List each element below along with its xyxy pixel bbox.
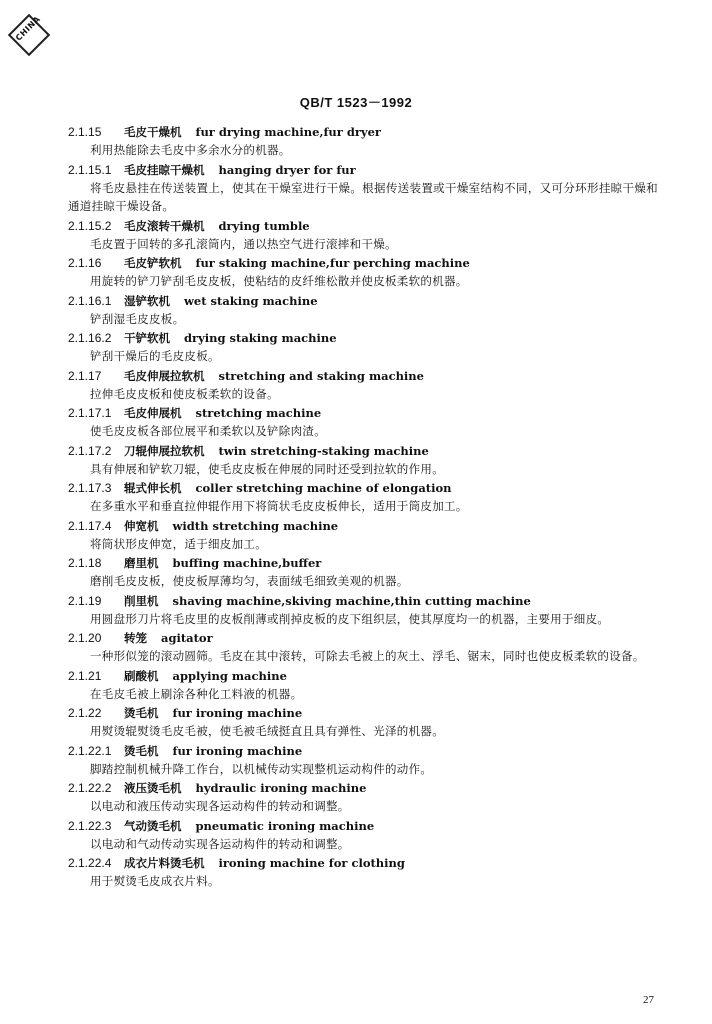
term-heading	[68, 630, 658, 647]
term-entry	[68, 780, 658, 816]
term-entry	[68, 443, 658, 479]
term-heading	[68, 330, 658, 347]
term-number: 2.1.17.1	[68, 406, 112, 420]
term-number: 2.1.22.3	[68, 818, 112, 833]
term-definition: 拉伸毛皮皮板和使皮板柔软的设备。	[90, 386, 279, 401]
term-definition: 利用热能除去毛皮中多余水分的机器。	[90, 143, 291, 157]
china-stamp	[6, 10, 50, 54]
term-entry	[68, 668, 658, 704]
term-english: drying staking machine	[184, 331, 337, 345]
standard-code: QB/T 1523－1992	[299, 95, 413, 110]
term-definition: 使毛皮皮板各部位展平和柔软以及铲除肉渣。	[90, 424, 326, 438]
term-chinese: 毛皮挂晾干燥机	[124, 162, 205, 177]
term-heading	[68, 368, 658, 385]
term-definition: 一种形似笼的滚动圆筛。毛皮在其中滚转，可除去毛被上的灰土、浮毛、锯末，同时也使皮板柔软的设备。	[90, 649, 645, 663]
term-heading	[68, 443, 658, 460]
term-english: hydraulic ironing machine	[195, 781, 367, 795]
term-english: fur ironing machine	[172, 706, 303, 720]
term-number: 2.1.15.2	[68, 218, 112, 233]
term-number: 2.1.21	[68, 668, 102, 683]
term-number: 2.1.15.1	[68, 162, 112, 177]
term-english: wet staking machine	[184, 293, 318, 308]
term-heading	[68, 405, 658, 422]
term-chinese: 气动烫毛机	[124, 818, 182, 833]
term-entry	[68, 162, 658, 216]
term-english: fur staking machine,fur perching machine	[195, 256, 470, 270]
term-heading	[68, 555, 658, 572]
term-entry	[68, 405, 658, 441]
term-chinese: 毛皮伸展拉软机	[124, 368, 205, 383]
term-english: applying machine	[172, 668, 287, 683]
term-chinese: 磨里机	[124, 556, 159, 570]
term-entry	[68, 705, 658, 741]
term-english: buffing machine,buffer	[172, 556, 322, 570]
term-heading	[68, 518, 658, 535]
term-definition: 具有伸展和铲软刀辊，使毛皮皮板在伸展的同时还受到拉软的作用。	[90, 461, 444, 476]
term-definition: 毛皮置于回转的多孔滚筒内，通以热空气进行滚摔和干燥。	[90, 236, 397, 251]
term-entry	[68, 218, 658, 254]
term-entry	[68, 330, 658, 366]
term-entry	[68, 855, 658, 891]
term-entry	[68, 518, 658, 554]
term-heading	[68, 293, 658, 310]
term-definition: 铲刮干燥后的毛皮皮板。	[90, 349, 220, 363]
term-definition: 将筒状形皮伸宽，适于细皮加工。	[90, 536, 267, 551]
term-entry	[68, 480, 658, 516]
term-english: width stretching machine	[172, 518, 339, 533]
term-definition: 铲刮湿毛皮皮板。	[90, 311, 185, 326]
term-list	[68, 124, 658, 893]
term-definition: 以电动和气动传动实现各运动构件的转动和调整。	[90, 836, 350, 851]
term-chinese: 转笼	[124, 631, 147, 645]
term-english: coller stretching machine of elongation	[195, 481, 452, 495]
term-number: 2.1.17.3	[68, 481, 112, 495]
term-entry	[68, 255, 658, 291]
term-chinese: 毛皮铲软机	[124, 256, 182, 270]
term-english: fur ironing machine	[172, 743, 303, 758]
term-heading	[68, 855, 658, 872]
term-number: 2.1.20	[68, 631, 102, 645]
term-entry	[68, 743, 658, 779]
term-number: 2.1.22	[68, 706, 102, 720]
term-english: twin stretching-staking machine	[218, 443, 429, 458]
term-english: stretching and staking machine	[218, 368, 424, 383]
term-entry	[68, 818, 658, 854]
term-heading	[68, 780, 658, 797]
term-heading	[68, 705, 658, 722]
term-chinese: 毛皮滚转干燥机	[124, 218, 205, 233]
term-english: hanging dryer for fur	[218, 162, 356, 177]
term-chinese: 毛皮伸展机	[124, 406, 182, 420]
term-number: 2.1.17.4	[68, 518, 112, 533]
term-chinese: 削里机	[124, 593, 159, 608]
term-number: 2.1.22.2	[68, 781, 112, 795]
term-definition: 用圆盘形刀片将毛皮里的皮板削薄或削掉皮板的皮下组织层，使其厚度均一的机器，主要用于细皮。	[90, 611, 610, 626]
term-chinese: 湿铲软机	[124, 293, 170, 308]
term-entry	[68, 368, 658, 404]
term-definition: 磨削毛皮皮板，使皮板厚薄均匀，表面绒毛细致美观的机器。	[90, 574, 409, 588]
term-chinese: 成衣片料烫毛机	[124, 856, 205, 870]
term-definition: 在毛皮毛被上刷涂各种化工料液的机器。	[90, 686, 303, 701]
term-chinese: 干铲软机	[124, 331, 170, 345]
term-entry	[68, 630, 658, 666]
term-definition: 以电动和液压传动实现各运动构件的转动和调整。	[90, 799, 350, 813]
term-entry	[68, 555, 658, 591]
term-chinese: 刷酸机	[124, 668, 159, 683]
term-number: 2.1.16	[68, 256, 102, 270]
term-definition: 在多重水平和垂直拉伸辊作用下将筒状毛皮皮板伸长，适用于筒皮加工。	[90, 499, 468, 513]
term-heading	[68, 124, 658, 141]
term-chinese: 刀辊伸展拉软机	[124, 443, 205, 458]
term-definition: 用旋转的铲刀铲刮毛皮皮板，使粘结的皮纤维松散并使皮板柔软的机器。	[90, 274, 468, 288]
term-heading	[68, 255, 658, 272]
term-heading	[68, 593, 658, 610]
term-number: 2.1.18	[68, 556, 102, 570]
term-number: 2.1.22.4	[68, 856, 112, 870]
term-number: 2.1.17	[68, 368, 102, 383]
term-chinese: 辊式伸长机	[124, 481, 182, 495]
term-chinese: 毛皮干燥机	[124, 125, 182, 139]
term-english: stretching machine	[195, 406, 322, 420]
term-entry	[68, 593, 658, 629]
term-heading	[68, 162, 658, 179]
term-english: pneumatic ironing machine	[195, 818, 375, 833]
page-number: 27	[643, 994, 654, 1006]
term-definition: 用熨烫辊熨烫毛皮毛被，使毛被毛绒挺直且具有弹性、光泽的机器。	[90, 724, 444, 738]
term-definition: 用于熨烫毛皮成衣片料。	[90, 874, 220, 888]
term-entry	[68, 124, 658, 160]
term-chinese: 伸宽机	[124, 518, 159, 533]
term-heading	[68, 743, 658, 760]
term-english: drying tumble	[218, 218, 310, 233]
term-heading	[68, 480, 658, 497]
term-english: fur drying machine,fur dryer	[195, 125, 381, 139]
term-number: 2.1.15	[68, 125, 102, 139]
term-chinese: 烫毛机	[124, 743, 159, 758]
term-definition: 脚踏控制机械升降工作台，以机械传动实现整机运动构件的动作。	[90, 761, 433, 776]
term-chinese: 液压烫毛机	[124, 781, 182, 795]
term-english: ironing machine for clothing	[218, 856, 405, 870]
term-english: shaving machine,skiving machine,thin cutting machine	[172, 593, 531, 608]
term-number: 2.1.16.1	[68, 293, 112, 308]
term-heading	[68, 818, 658, 835]
term-number: 2.1.22.1	[68, 743, 112, 758]
term-english: agitator	[161, 631, 213, 645]
stamp-label: CHINA	[13, 14, 43, 43]
term-number: 2.1.19	[68, 593, 102, 608]
term-heading	[68, 218, 658, 235]
term-number: 2.1.16.2	[68, 331, 112, 345]
term-chinese: 烫毛机	[124, 706, 159, 720]
term-entry	[68, 293, 658, 329]
term-number: 2.1.17.2	[68, 443, 112, 458]
term-heading	[68, 668, 658, 685]
term-definition: 将毛皮悬挂在传送装置上，使其在干燥室进行干燥。根据传送装置或干燥室结构不同，又可分环形挂晾干燥和通道挂晾干燥设备。	[68, 180, 658, 213]
